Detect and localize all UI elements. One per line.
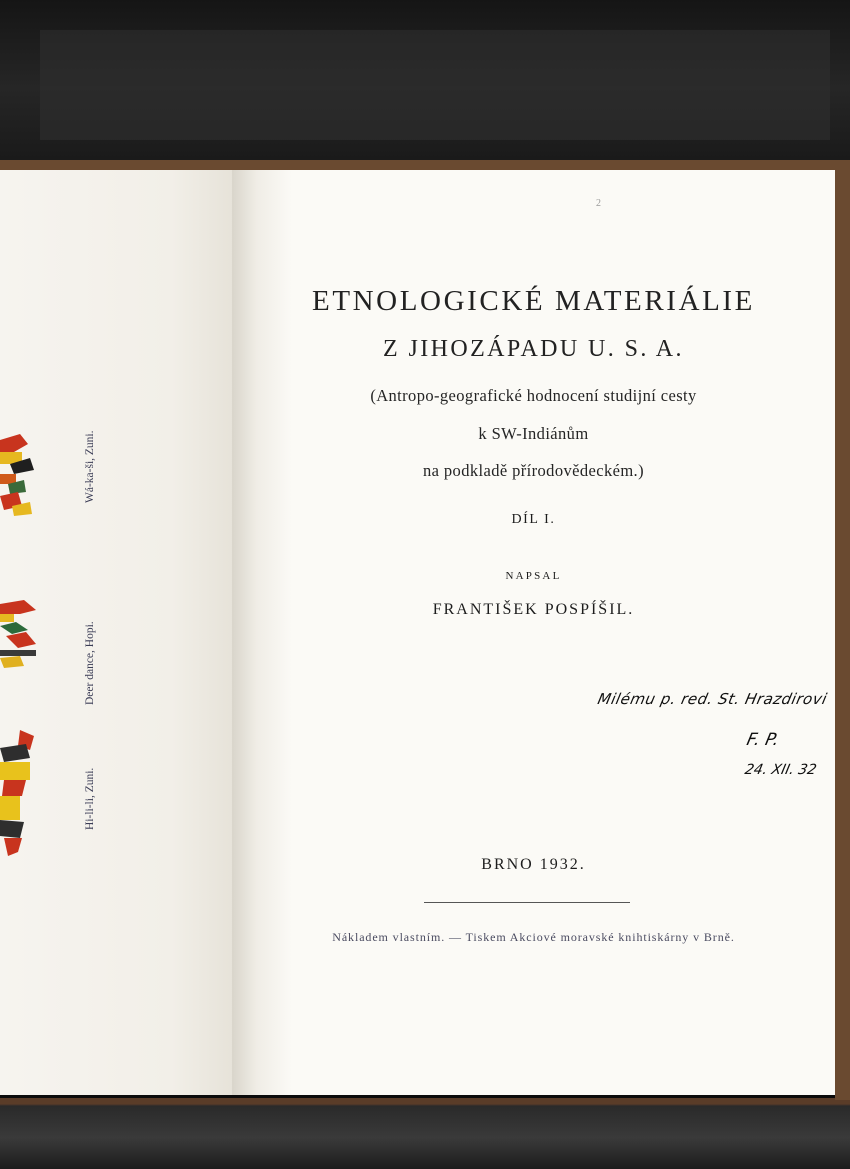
caption-hi-li-li: Hi-li-li, Zuni. — [84, 767, 96, 830]
handwritten-date: 24. XII. 32 — [743, 762, 818, 778]
place-year: BRNO 1932. — [481, 856, 586, 873]
written-by-label: NAPSAL — [505, 570, 562, 582]
author-name: FRANTIŠEK POSPÍŠIL. — [432, 601, 635, 618]
scan-background-bottom — [0, 1098, 850, 1169]
handwritten-dedication: Milému p. red. St. Hrazdirovi — [596, 690, 829, 708]
book-title-line1: ETNOLOGICKÉ MATERIÁLIE — [312, 285, 755, 317]
pencil-mark: 2 — [596, 198, 601, 209]
publisher-line: Nákladem vlastním. — Tiskem Akciové moravské knihtiskárny v Brně. — [332, 930, 735, 944]
subtitle-line2: k SW-Indiánům — [478, 424, 589, 443]
subtitle-line3: na podkladě přírodovědeckém.) — [423, 461, 644, 480]
caption-waka-si: Wá-ka-ši, Zuni. — [84, 430, 96, 503]
scan-background-top — [0, 0, 850, 160]
subtitle-line1: (Antropo-geografické hodnocení studijní cesty — [370, 386, 697, 405]
binding-edge-top — [0, 160, 850, 170]
volume-label: DÍL I. — [511, 512, 556, 527]
divider-rule — [424, 902, 630, 903]
caption-deer-dance: Deer dance, Hopi. — [84, 621, 96, 705]
kachina-figure-middle — [0, 600, 40, 670]
binding-edge-right — [835, 160, 850, 1100]
left-page-frontispiece — [0, 170, 245, 1095]
kachina-figure-bottom — [0, 730, 40, 860]
kachina-figure-top — [0, 430, 40, 520]
handwritten-initials: F. P. — [744, 730, 781, 750]
book-title-line2: Z JIHOZÁPADU U. S. A. — [383, 336, 684, 362]
